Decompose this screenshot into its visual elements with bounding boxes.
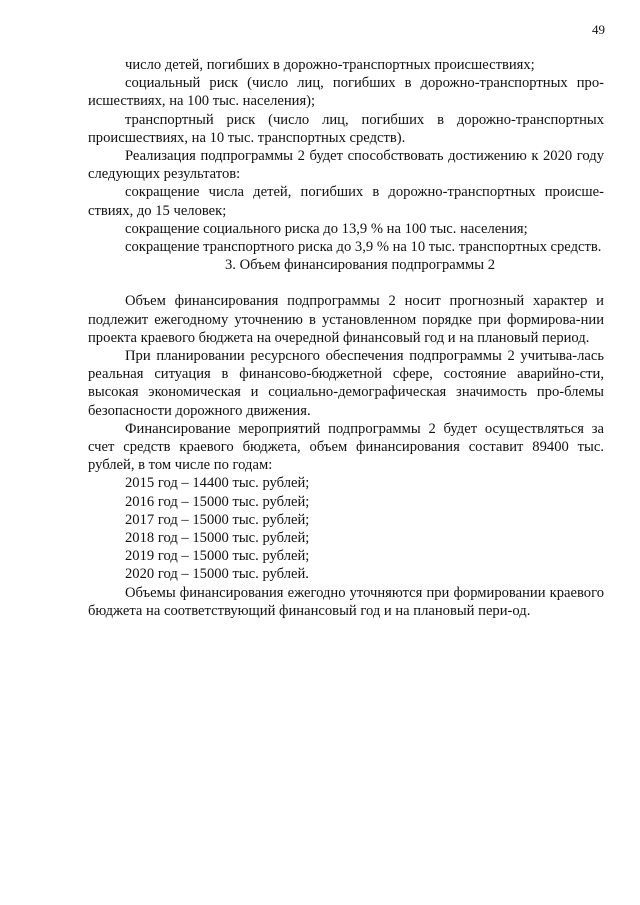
indicator-item: социальный риск (число лиц, погибших в дорожно-транспортных про-исшествиях, на 100 тыс. населения);	[88, 75, 604, 110]
year-amount: 2015 год – 14400 тыс. рублей;	[125, 475, 310, 492]
indicator-item: число детей, погибших в дорожно-транспортных происшествиях;	[125, 57, 535, 73]
page-content	[88, 56, 604, 620]
result-item: сокращение социального риска до 13,9 % на 100 тыс. населения;	[125, 220, 528, 237]
page-number: 49	[592, 22, 605, 37]
year-amount: 2020 год – 15000 тыс. рублей.	[125, 566, 309, 583]
financing-paragraph: При планировании ресурсного обеспечения подпрограммы 2 учитыва-лась реальная ситуация в финансово-бюджетной сфере, состояние аварийно-сти, высокая экономическая и социально-демографическая значимость про-блемы безопасности дорожного движения.	[88, 348, 604, 419]
spacer	[88, 274, 604, 292]
result-item: сокращение числа детей, погибших в дорожно-транспортных происше-ствиях, до 15 человек;	[88, 184, 604, 219]
financing-paragraph: Объем финансирования подпрограммы 2 носит прогнозный характер и подлежит ежегодному уточнению в установленном порядке при формирова-нии проекта краевого бюджета на очередной финансовый год и на плановый период.	[88, 293, 604, 346]
indicator-item: транспортный риск (число лиц, погибших в дорожно-транспортных происшествиях, на 10 тыс. транспортных средств).	[88, 111, 604, 146]
results-intro: Реализация подпрограммы 2 будет способствовать достижению к 2020 году следующих результатов:	[88, 148, 604, 183]
year-amount: 2019 год – 15000 тыс. рублей;	[125, 548, 310, 565]
year-amount: 2018 год – 15000 тыс. рублей;	[125, 530, 310, 547]
closing-paragraph: Объемы финансирования ежегодно уточняются при формировании краевого бюджета на соответствующий финансовый год и на плановый пери-од.	[88, 584, 604, 619]
section-heading: 3. Объем финансирования подпрограммы 2	[225, 257, 495, 274]
year-amount: 2016 год – 15000 тыс. рублей;	[125, 493, 310, 510]
year-amount: 2017 год – 15000 тыс. рублей;	[125, 511, 310, 528]
result-item: сокращение транспортного риска до 3,9 % на 10 тыс. транспортных средств.	[125, 239, 602, 256]
financing-paragraph: Финансирование мероприятий подпрограммы 2 будет осуществляться за счет средств краевого бюджета, объем финансирования составит 89400 тыс. рублей, в том числе по годам:	[88, 420, 604, 474]
